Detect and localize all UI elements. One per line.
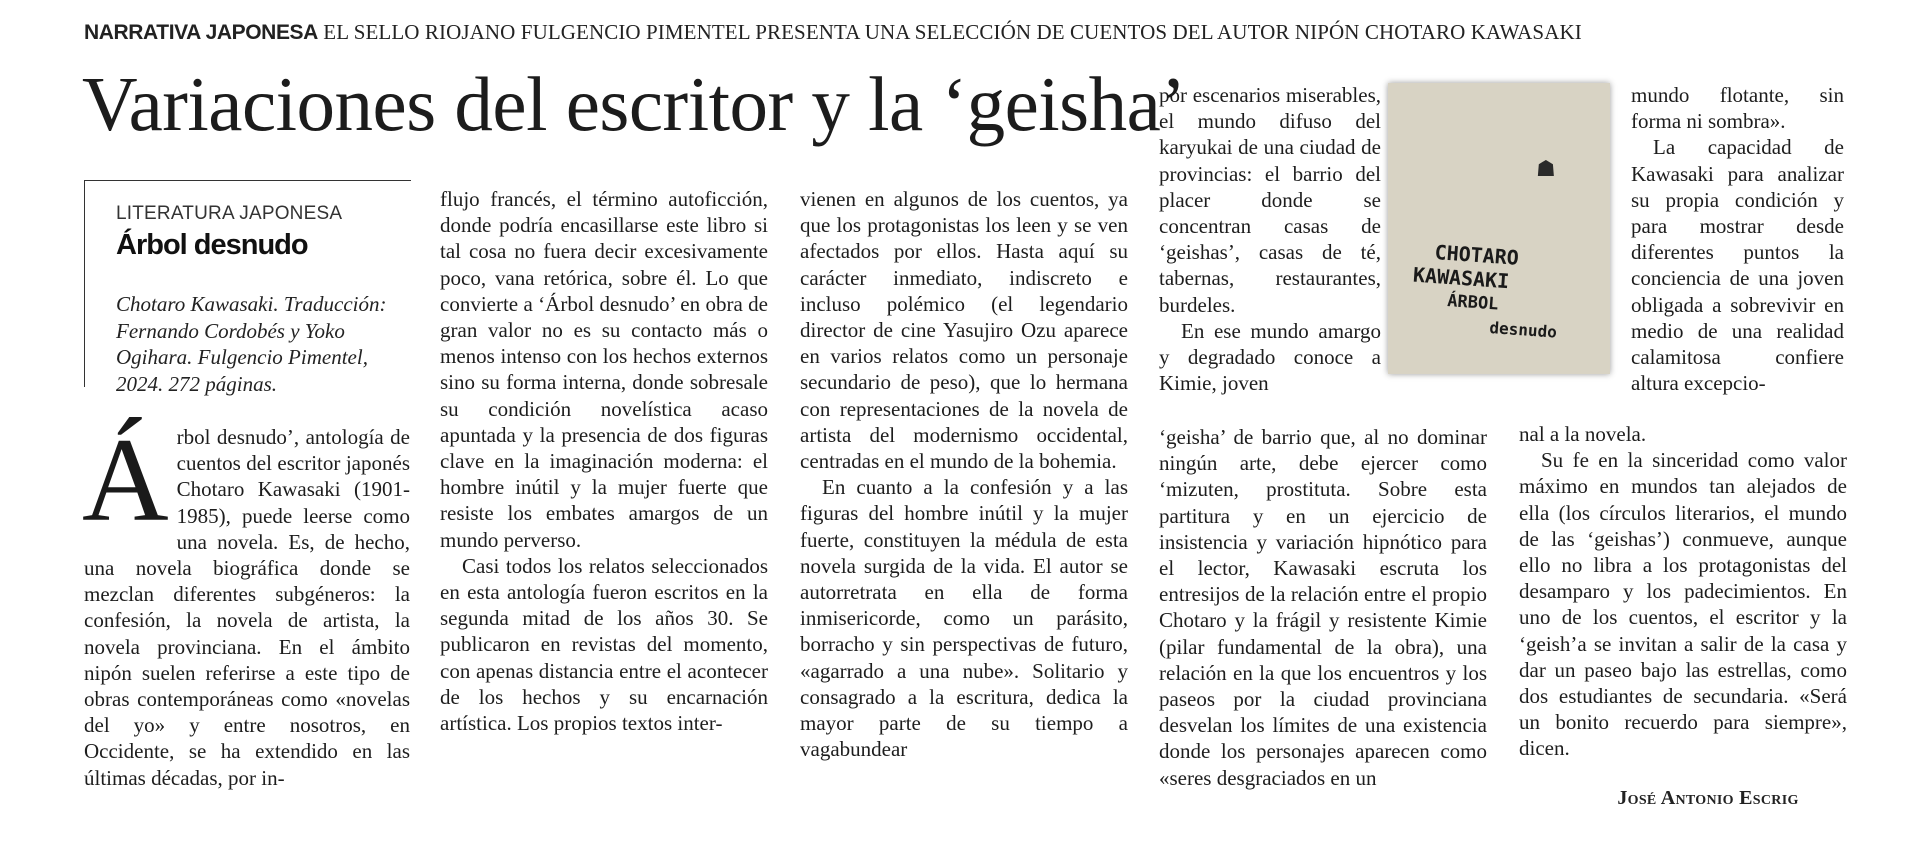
author-signature: José Antonio Escrig [1617,787,1799,809]
info-credits: Chotaro Kawasaki. Traducción: Fernando Cordobés y Yoko Ogihara. Fulgencio Pimentel, 2024. 272 páginas. [116,292,387,396]
cover-line-1: CHOTARO [1433,240,1520,270]
col5-paragraph-2a: La capacidad de Kawasaki para analizar su propia condición y para mostrar desde diferentes puntos la conciencia de una joven obligada a sobrevivir en medio de una realidad calamitosa confiere altura excepcio- [1631,135,1844,396]
col2-paragraph-2: Casi todos los relatos seleccionados en esta antología fueron escritos en la segunda mitad de los años 30. Se publicaron en revistas del momento, con apenas distancia entre el acontecer de los hechos y su encarnación artística. Los propios textos inter- [440,553,768,736]
col4-paragraph-1: por escenarios miserables, el mundo difuso del karyukai de una ciudad de provincias: el barrio del placer donde se concentran casas de ‘geishas’, casas de té, tabernas, restaurantes, burdeles. [1159,83,1381,317]
headline: Variaciones del escritor y la ‘geisha’ [82,61,1186,147]
article-column-4-lower [1159,424,1487,791]
cover-line-3: ÁRBOL [1446,291,1500,315]
article-column-5-lower [1519,421,1847,762]
col3-paragraph-2: En cuanto a la confesión y a las figuras del hombre inútil y la mujer fuerte, constituyen la médula de esta novela surgida de la vida. El autor se autorretrata en ella de forma inmisericorde, como un parásito, borracho y sin perspectivas de futuro, «agarrado a una nube». Solitario y consagrado a la escritura, dedica la mayor parte de su tiempo a vagabundear [800,475,1128,762]
info-book-title: Árbol desnudo [116,229,308,261]
article-column-3 [800,186,1128,762]
col3-paragraph-1: vienen en algunos de los cuentos, ya que los protagonistas los leen y se ven afectados por ellos. Hasta aquí su carácter inmediato, indiscreto e incluso polémico (el legendario director de cine Yasujiro Ozu aparece en varios relatos como un personaje secundario de peso), que lo hermana con representaciones de la novela de artista del modernismo occidental, centradas en el mundo de la bohemia. [800,187,1128,474]
article-column-5-upper [1631,82,1844,396]
cover-title [1407,238,1603,347]
article-column-4-upper [1159,82,1381,396]
col4-paragraph-2a: En ese mundo amargo y degradado conoce a Kimie, joven [1159,318,1381,396]
dropcap: Á [82,413,169,546]
col2-paragraph-1: flujo francés, el término autoficción, donde podría encasillarse este libro si tal cosa no fuera decir excesivamente poco, vana retórica, sobre él. Lo que convierte a ‘Árbol desnudo’ en obra de gran valor no es su contacto más o menos intenso con los hechos externos sino su forma interna, donde sobresale su condición novelística acaso apuntada y la presencia de dos figuras clave en la imaginación moderna: el hombre inútil y la mujer fuerte que resiste los embates amargos de un mundo perverso. [440,187,768,552]
col1-paragraph-1: rbol desnudo’, antología de cuentos del escritor japonés Chotaro Kawasaki (1901-1985), puede leerse como una novela. Es, de hecho, una novela biográfica donde se mezclan diferentes subgéneros: la confesión, la novela de artista, la novela provinciana. En el ámbito nipón suelen referirse a este tipo de obras contemporáneas como «novelas del yo» y entre nosotros, en Occidente, se ha extendido en las últimas décadas, por in- [84,425,410,790]
book-cover-image [1388,83,1610,374]
article-column-1 [82,413,410,791]
cover-line-4: desnudo [1488,318,1558,342]
col4-paragraph-2b: ‘geisha’ de barrio que, al no dominar ningún arte, debe ejercer como ‘mizuten, prostituta. Sobre esta partitura y en un ejercicio de insistencia y variación hipnótico para el lector, Kawasaki escruta los entresijos de la relación entre el propio Chotaro y la frágil y resistente Kimie (pilar fundamental de la obra), una relación en la que los encuentros y los paseos por la ciudad provinciana desvelan los límites de una existencia donde los personajes aparecen como «seres desgraciados en un [1159,425,1487,790]
publisher-logo-icon: ☗ [1536,157,1556,182]
kicker [84,20,1904,45]
book-info-box [84,180,411,396]
cover-line-2: KAWASAKI [1412,262,1510,294]
col5-paragraph-3: Su fe en la sinceridad como valor máximo en mundos tan alejados de ella (los círculos literarios, el mundo de las ‘geishas’) conmueve, aunque ello no libra a los protagonistas del desamparo y los padecimientos. En uno de los cuentos, el escritor y la ‘geish’a se invitan a salir de la casa y dar un paseo bajo las estrellas, como dos estudiantes de secundaria. «Será un bonito recuerdo para siempre», dicen. [1519,448,1847,761]
article-column-2 [440,186,768,736]
col5-paragraph-2b: nal a la novela. [1519,422,1647,446]
kicker-section: NARRATIVA JAPONESA [84,21,318,44]
col5-paragraph-1: mundo flotante, sin forma ni sombra». [1631,83,1844,134]
info-category: LITERATURA JAPONESA [116,203,343,224]
kicker-summary: EL SELLO RIOJANO FULGENCIO PIMENTEL PRESENTA UNA SELECCIÓN DE CUENTOS DEL AUTOR NIPÓN CHOTARO KAWASAKI [323,20,1582,44]
